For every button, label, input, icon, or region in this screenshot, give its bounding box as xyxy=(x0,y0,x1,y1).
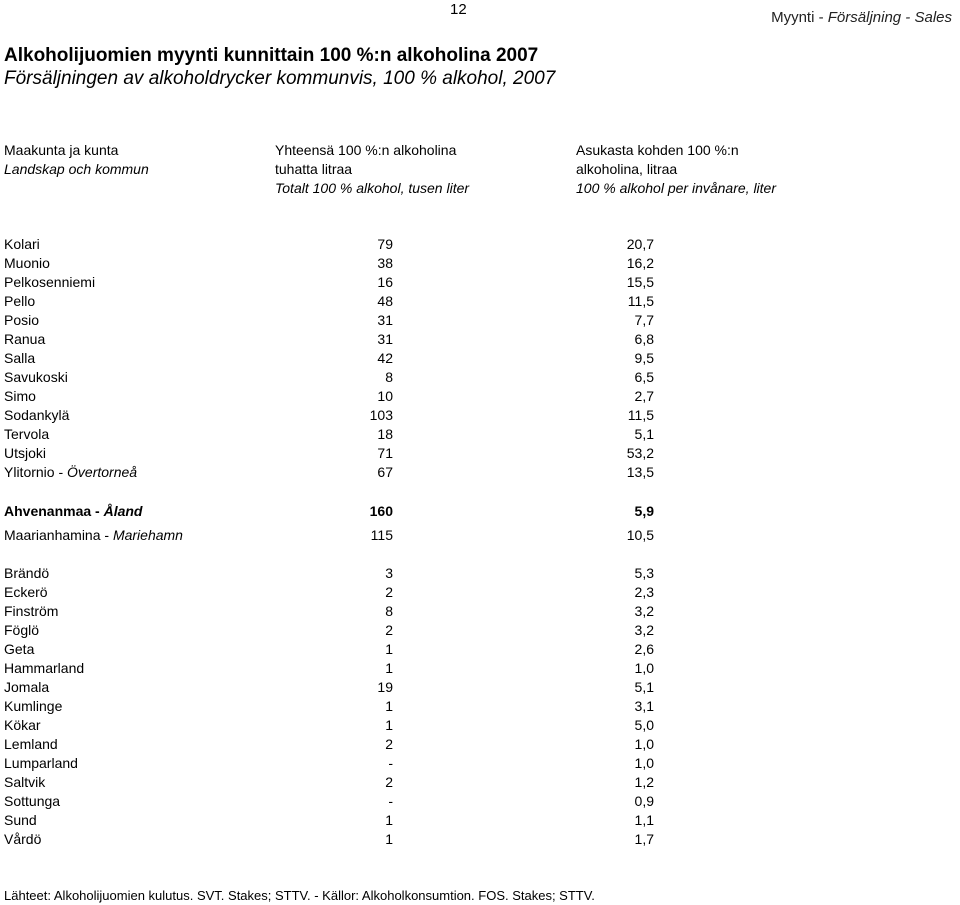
page-title: Alkoholijuomien myynti kunnittain 100 %:n alkoholina 2007 xyxy=(4,45,539,66)
table-row xyxy=(0,812,960,831)
total-value: - xyxy=(388,793,393,809)
total-value: 1 xyxy=(385,717,393,733)
municipality-name: Sodankylä xyxy=(4,407,70,423)
municipality-name-fi: Maarianhamina - xyxy=(4,527,113,543)
total-value: 1 xyxy=(385,831,393,847)
column-header-per-fi-2: alkoholina, litraa xyxy=(576,161,678,177)
total-value: 2 xyxy=(385,736,393,752)
per-capita-value: 1,0 xyxy=(634,755,654,771)
per-capita-value: 20,7 xyxy=(626,236,654,252)
municipality-name xyxy=(4,464,137,480)
per-capita-value: 3,2 xyxy=(634,603,654,619)
total-value: 42 xyxy=(377,350,393,366)
table-row xyxy=(0,369,960,388)
table-row xyxy=(0,565,960,584)
table-row xyxy=(0,679,960,698)
municipality-name: Salla xyxy=(4,350,36,366)
table-row xyxy=(0,445,960,464)
per-capita-value: 2,7 xyxy=(634,388,654,404)
municipality-name: Föglö xyxy=(4,622,40,638)
total-value: 31 xyxy=(377,312,393,328)
table-row xyxy=(0,660,960,679)
per-capita-value: 5,0 xyxy=(634,717,654,733)
municipality-name: Ranua xyxy=(4,331,46,347)
municipality-name-sv: Övertorneå xyxy=(67,464,138,480)
municipality-name: Lumparland xyxy=(4,755,78,771)
region-name-sv: Åland xyxy=(103,503,143,519)
municipality-name: Lemland xyxy=(4,736,58,752)
municipality-name: Pello xyxy=(4,293,36,309)
total-value: - xyxy=(388,755,393,771)
per-capita-value: 13,5 xyxy=(626,464,654,480)
per-capita-value: 3,2 xyxy=(634,622,654,638)
running-header-fi: Myynti - xyxy=(771,9,828,26)
table-row xyxy=(0,236,960,255)
municipality-name: Kökar xyxy=(4,717,41,733)
column-header-total-sv: Totalt 100 % alkohol, tusen liter xyxy=(275,180,470,196)
column-header-total-fi-2: tuhatta litraa xyxy=(275,161,353,177)
table-row xyxy=(0,274,960,293)
municipality-name: Pelkosenniemi xyxy=(4,274,96,290)
municipality-name: Finström xyxy=(4,603,59,619)
per-capita-value: 6,5 xyxy=(634,369,654,385)
table-row xyxy=(0,774,960,793)
total-value: 71 xyxy=(377,445,393,461)
running-header-en: Sales xyxy=(914,9,952,26)
table-row xyxy=(0,527,960,546)
municipality-name xyxy=(4,527,183,543)
municipality-name-sv: Mariehamn xyxy=(112,527,183,543)
municipality-name: Savukoski xyxy=(4,369,68,385)
table-row xyxy=(0,831,960,850)
table-row xyxy=(0,426,960,445)
total-value: 1 xyxy=(385,641,393,657)
table-row xyxy=(0,464,960,483)
total-value: 1 xyxy=(385,698,393,714)
per-capita-value: 7,7 xyxy=(634,312,654,328)
per-capita-value: 1,7 xyxy=(634,831,654,847)
per-capita-value: 11,5 xyxy=(627,407,654,423)
total-value: 48 xyxy=(377,293,393,309)
total-value: 16 xyxy=(377,274,393,290)
per-capita-value: 53,2 xyxy=(626,445,654,461)
municipality-name: Utsjoki xyxy=(4,445,47,461)
per-capita-value: 2,6 xyxy=(634,641,654,657)
municipality-name: Kumlinge xyxy=(4,698,63,714)
municipality-name: Saltvik xyxy=(4,774,46,790)
table-row xyxy=(0,331,960,350)
total-value: 10 xyxy=(377,388,393,404)
region-name xyxy=(4,503,142,519)
municipality-name: Sottunga xyxy=(4,793,61,809)
total-value: 31 xyxy=(377,331,393,347)
total-value: 79 xyxy=(377,236,393,252)
page-subtitle: Försäljningen av alkoholdrycker kommunvis, 100 % alkohol, 2007 xyxy=(4,68,556,89)
table-row xyxy=(0,755,960,774)
per-capita-value: 1,0 xyxy=(634,660,654,676)
municipality-name: Hammarland xyxy=(4,660,85,676)
total-value: 67 xyxy=(377,464,393,480)
municipality-name-fi: Ylitornio - xyxy=(4,464,68,480)
table-row xyxy=(0,622,960,641)
table-row xyxy=(0,388,960,407)
page-number: 12 xyxy=(450,1,467,18)
per-capita-value: 3,1 xyxy=(634,698,654,714)
per-capita-value: 16,2 xyxy=(626,255,654,271)
running-header-sv: Försäljning - xyxy=(827,9,915,26)
table-row xyxy=(0,793,960,812)
total-value: 38 xyxy=(377,255,393,271)
municipality-name: Posio xyxy=(4,312,40,328)
per-capita-value: 5,3 xyxy=(634,565,654,581)
per-capita-value: 5,1 xyxy=(634,426,654,442)
column-header-region-fi: Maakunta ja kunta xyxy=(4,142,119,158)
municipality-name: Muonio xyxy=(4,255,50,271)
total-value: 1 xyxy=(385,812,393,828)
per-capita-value: 11,5 xyxy=(627,293,654,309)
table-row xyxy=(0,603,960,622)
column-header-per-fi-1: Asukasta kohden 100 %:n xyxy=(576,142,739,158)
table-row xyxy=(0,698,960,717)
municipality-name: Tervola xyxy=(4,426,50,442)
municipality-name: Vårdö xyxy=(4,831,42,847)
per-capita-value: 1,1 xyxy=(634,812,654,828)
municipality-name: Geta xyxy=(4,641,35,657)
column-header-total-fi-1: Yhteensä 100 %:n alkoholina xyxy=(275,142,457,158)
table-row xyxy=(0,717,960,736)
region-name-fi: Ahvenanmaa - xyxy=(4,503,104,519)
total-value: 3 xyxy=(385,565,393,581)
municipality-name: Brändö xyxy=(4,565,50,581)
total-value: 18 xyxy=(377,426,393,442)
municipality-name: Kolari xyxy=(4,236,40,252)
total-value: 103 xyxy=(369,407,393,423)
per-capita-value: 15,5 xyxy=(626,274,654,290)
table-row xyxy=(0,584,960,603)
total-value: 2 xyxy=(385,622,393,638)
municipality-name: Simo xyxy=(4,388,36,404)
per-capita-value: 2,3 xyxy=(634,584,654,600)
running-header xyxy=(771,9,952,26)
table-row xyxy=(0,312,960,331)
total-value: 115 xyxy=(370,527,393,543)
per-capita-value: 1,0 xyxy=(634,736,654,752)
table-row xyxy=(0,255,960,274)
per-capita-value: 0,9 xyxy=(634,793,654,809)
municipality-name: Sund xyxy=(4,812,37,828)
total-value: 8 xyxy=(385,603,393,619)
table-row xyxy=(0,293,960,312)
table-row xyxy=(0,736,960,755)
total-value: 2 xyxy=(385,774,393,790)
table-row xyxy=(0,641,960,660)
per-capita-value: 1,2 xyxy=(634,774,654,790)
per-capita-value: 5,9 xyxy=(634,503,654,519)
total-value: 19 xyxy=(377,679,393,695)
total-value: 8 xyxy=(385,369,393,385)
municipality-name: Jomala xyxy=(4,679,50,695)
column-header-per-sv: 100 % alkohol per invånare, liter xyxy=(576,180,777,196)
source-note: Lähteet: Alkoholijuomien kulutus. SVT. Stakes; STTV. - Källor: Alkoholkonsumtion. FOS. Stakes; STTV. xyxy=(4,888,595,903)
per-capita-value: 5,1 xyxy=(634,679,654,695)
per-capita-value: 10,5 xyxy=(626,527,654,543)
total-value: 1 xyxy=(385,660,393,676)
per-capita-value: 6,8 xyxy=(634,331,654,347)
total-value: 160 xyxy=(369,503,393,519)
table-row xyxy=(0,350,960,369)
total-value: 2 xyxy=(385,584,393,600)
municipality-name: Eckerö xyxy=(4,584,48,600)
region-total-row xyxy=(0,503,960,522)
column-header-region-sv: Landskap och kommun xyxy=(4,161,149,177)
table-row xyxy=(0,407,960,426)
per-capita-value: 9,5 xyxy=(634,350,654,366)
